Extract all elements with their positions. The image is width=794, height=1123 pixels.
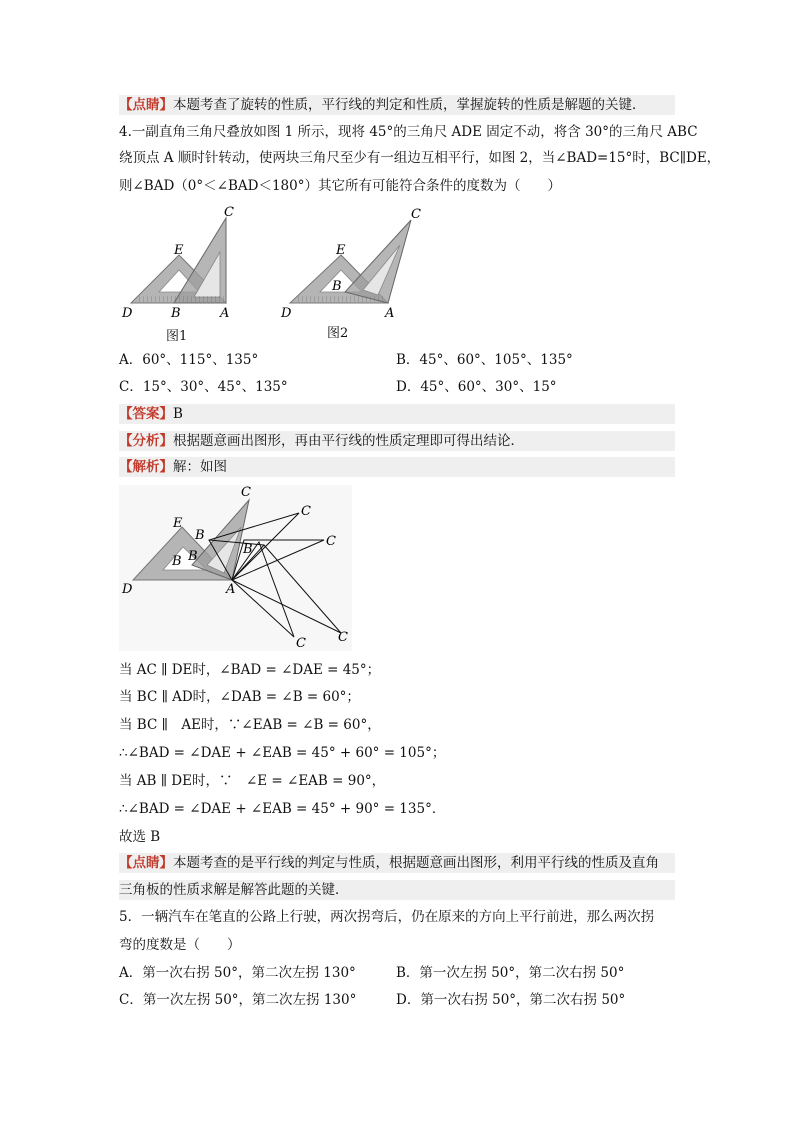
figure-1 (119, 200, 249, 325)
q5-option-a: A．第一次右拐 50°，第二次左拐 130° (119, 965, 356, 981)
fig2-label-b: B (332, 279, 342, 294)
solfig-label-e: E (173, 516, 183, 531)
question-4-line-3: 则∠BAD（0°＜∠BAD＜180°）其它所有可能符合条件的度数为（ ） (119, 178, 561, 194)
dianjing-tag: 【点睛】 (119, 855, 173, 871)
dianjing-text: 本题考查了旋转的性质，平行线的判定和性质，掌握旋转的性质是解题的关键． (173, 97, 646, 113)
solution-step-1: 当 AC ∥ DE时，∠BAD = ∠DAE = 45°； (119, 662, 381, 678)
fig2-label-e: E (336, 243, 346, 258)
solution-line (119, 457, 675, 477)
q5-option-b: B．第一次左拐 50°，第二次右拐 50° (396, 965, 625, 981)
q5-option-c: C．第一次左拐 50°，第二次左拐 130° (119, 992, 357, 1008)
fig1-label-a: A (220, 306, 230, 321)
fig1-label-b: B (171, 306, 181, 321)
q4-option-a: A．60°、115°、135° (119, 352, 259, 368)
solution-figure (119, 485, 352, 651)
figure-2-caption: 图2 (327, 326, 349, 341)
solfig-label-b4: B (243, 542, 253, 557)
solution-step-3: 当 BC ∥ AE时，∵∠EAB = ∠B = 60°， (119, 717, 381, 733)
solfig-label-d: D (122, 582, 133, 597)
figure-2 (278, 200, 423, 325)
solution-intro: 解：如图 (173, 459, 227, 475)
solfig-label-c1: C (241, 485, 251, 500)
solfig-label-b2: B (188, 549, 198, 564)
analysis-tag: 【分析】 (119, 433, 173, 449)
question-5-line-1: 5．一辆汽车在笔直的公路上行驶，两次拐弯后，仍在原来的方向上平行前进，那么两次拐 (119, 909, 655, 925)
solfig-label-a: A (226, 582, 236, 597)
solfig-label-b1: B (195, 528, 205, 543)
q4-option-d: D．45°、60°、30°、15° (396, 379, 557, 395)
fig2-label-c: C (411, 207, 421, 222)
solution-tag: 【解析】 (119, 459, 173, 475)
answer-line (119, 404, 675, 424)
answer-text: B (173, 406, 183, 422)
figure-1-caption: 图1 (166, 329, 188, 344)
fig2-label-a: A (385, 306, 395, 321)
solution-step-6: ∴∠BAD = ∠DAE + ∠EAB = 45° + 90° = 135°． (119, 801, 446, 817)
fig1-label-d: D (122, 306, 133, 321)
solution-step-4: ∴∠BAD = ∠DAE + ∠EAB = 45° + 60° = 105°； (119, 745, 446, 761)
solfig-label-c5: C (338, 630, 348, 645)
dianjing-note-1 (119, 95, 675, 115)
solfig-label-c4: C (296, 636, 306, 651)
dianjing-note-2-line-1 (119, 853, 675, 873)
analysis-line (119, 431, 675, 451)
q4-option-c: C．15°、30°、45°、135° (119, 379, 288, 395)
dianjing-tag: 【点睛】 (119, 97, 173, 113)
question-4-line-1: 4.一副直角三角尺叠放如图 1 所示，现将 45°的三角尺 ADE 固定不动，将含 30°的三角尺 ABC (119, 124, 698, 140)
dianjing-text: 本题考查的是平行线的判定与性质，根据题意画出图形，利用平行线的性质及直角 (173, 855, 659, 871)
solfig-label-c3: C (326, 534, 336, 549)
solution-conclusion: 故选 B (119, 829, 161, 845)
q5-option-d: D．第一次右拐 50°，第二次右拐 50° (396, 992, 626, 1008)
question-4-line-2: 绕顶点 A 顺时针转动，使两块三角尺至少有一组边互相平行，如图 2，当∠BAD=15°时，BC∥DE， (119, 150, 721, 166)
answer-tag: 【答案】 (119, 406, 173, 422)
solfig-label-b3: B (172, 554, 182, 569)
dianjing-note-2-line-2: 三角板的性质求解是解答此题的关键． (119, 880, 675, 900)
analysis-text: 根据题意画出图形，再由平行线的性质定理即可得出结论． (173, 433, 524, 449)
solution-step-5: 当 AB ∥ DE时，∵ ∠E = ∠EAB = 90°， (119, 773, 386, 789)
q4-option-b: B．45°、60°、105°、135° (396, 352, 573, 368)
fig1-label-c: C (224, 205, 234, 220)
solfig-label-c2: C (301, 504, 311, 519)
fig1-label-e: E (174, 243, 184, 258)
question-5-line-2: 弯的度数是（ ） (119, 937, 241, 953)
fig2-label-d: D (281, 306, 292, 321)
solution-step-2: 当 BC ∥ AD时，∠DAB = ∠B = 60°； (119, 689, 360, 705)
